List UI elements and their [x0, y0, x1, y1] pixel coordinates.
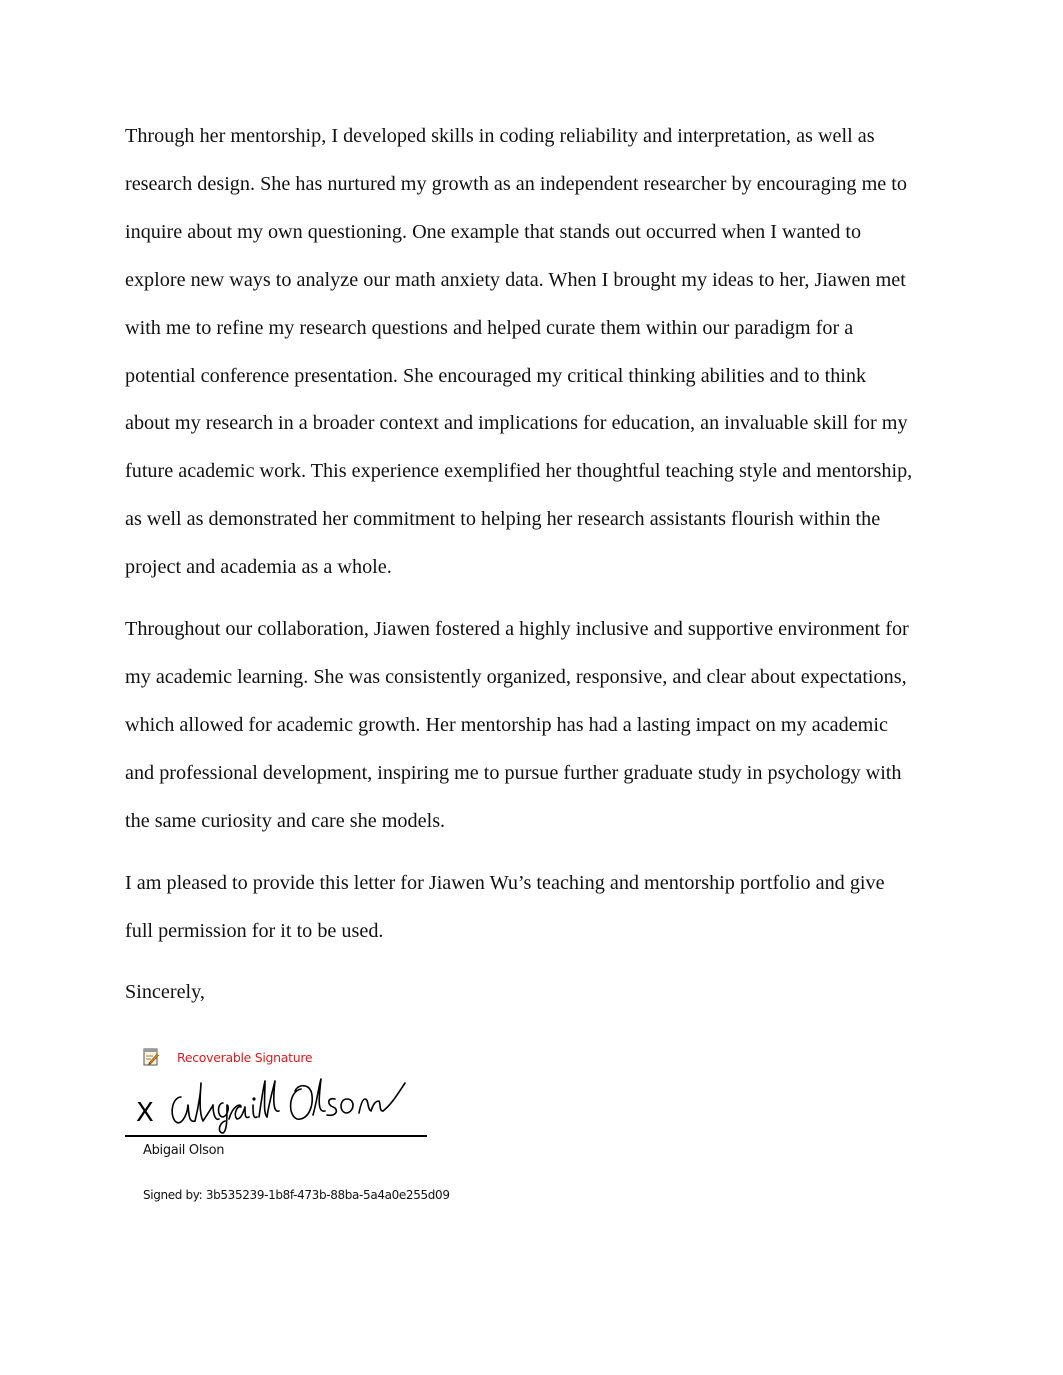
- text-line: my academic learning. She was consistently organized, responsive, and clear about expectations,: [125, 665, 907, 688]
- signed-by-id: Signed by: 3b535239-1b8f-473b-88ba-5a4a0e255d09: [143, 1188, 450, 1202]
- text-line: potential conference presentation. She encouraged my critical thinking abilities and to think: [125, 364, 867, 387]
- paragraph-permission: [125, 860, 955, 956]
- text-line: research design. She has nurtured my growth as an independent researcher by encouraging me to: [125, 172, 907, 195]
- handwritten-signature: [167, 1075, 427, 1135]
- text-line: as well as demonstrated her commitment to helping her research assistants flourish within the: [125, 508, 881, 531]
- paragraph-collaboration: [125, 606, 955, 846]
- signature-line: [125, 1135, 427, 1137]
- signer-name: Abigail Olson: [143, 1143, 225, 1158]
- text-line: about my research in a broader context and implications for education, an invaluable skill for my: [125, 412, 908, 435]
- closing-text: Sincerely,: [125, 981, 205, 1004]
- signature-block[interactable]: [125, 1045, 455, 1215]
- text-line: explore new ways to analyze our math anxiety data. When I brought my ideas to her, Jiawen met: [125, 268, 906, 291]
- text-line: and professional development, inspiring me to pursue further graduate study in psychology with: [125, 761, 902, 784]
- text-line: project and academia as a whole.: [125, 556, 392, 579]
- text-line: I am pleased to provide this letter for Jiawen Wu’s teaching and mentorship portfolio and give: [125, 871, 885, 894]
- closing: [125, 969, 955, 1017]
- text-line: future academic work. This experience exemplified her thoughtful teaching style and mentorship,: [125, 460, 913, 483]
- text-line: inquire about my own questioning. One example that stands out occurred when I wanted to: [125, 220, 862, 243]
- paragraph-mentorship: [125, 113, 955, 592]
- text-line: full permission for it to be used.: [125, 919, 384, 942]
- text-line: the same curiosity and care she models.: [125, 809, 446, 832]
- signature-document-icon: [143, 1048, 159, 1066]
- text-line: with me to refine my research questions and helped curate them within our paradigm for a: [125, 316, 854, 339]
- signature-header: [143, 1047, 312, 1067]
- letter-body: [125, 113, 955, 1031]
- signature-x-mark: X: [136, 1098, 154, 1128]
- text-line: which allowed for academic growth. Her mentorship has had a lasting impact on my academic: [125, 713, 888, 736]
- text-line: Through her mentorship, I developed skills in coding reliability and interpretation, as well as: [125, 125, 875, 147]
- text-line: Throughout our collaboration, Jiawen fostered a highly inclusive and supportive environment for: [125, 618, 909, 641]
- recoverable-signature-label: Recoverable Signature: [177, 1049, 313, 1065]
